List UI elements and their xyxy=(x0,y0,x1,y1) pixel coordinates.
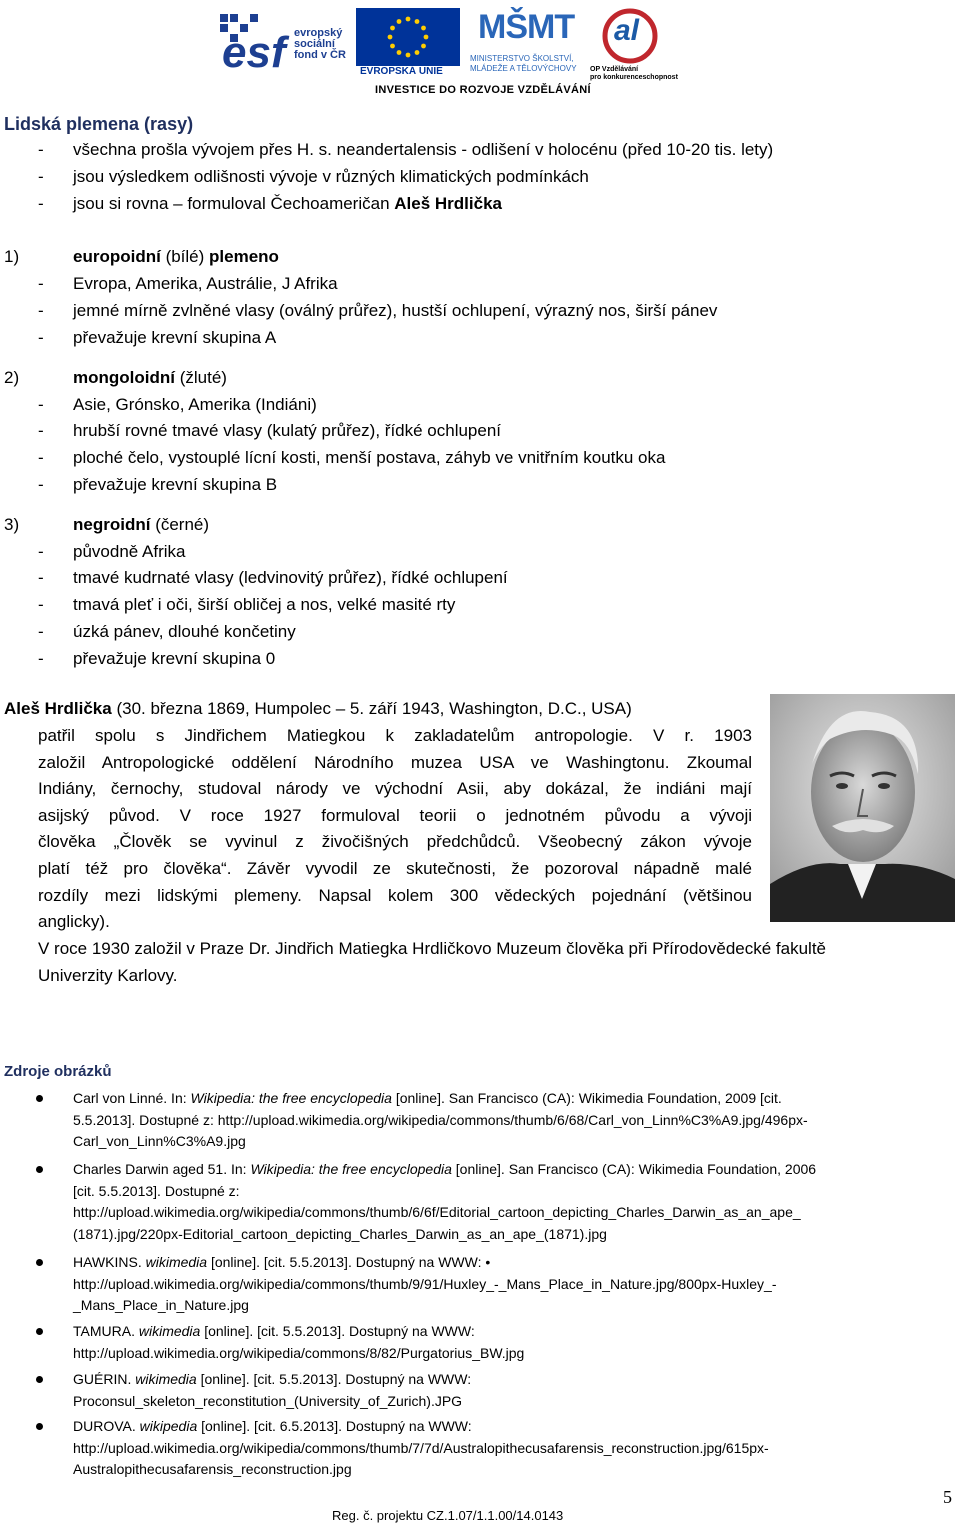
source-post: [online]. [cit. 6.5.2013]. Dostupný na WWW: xyxy=(197,1418,472,1434)
bio-line: asijský původ. V roce 1927 formuloval teorii o jednotném původu a vývoji xyxy=(38,805,752,825)
museum-paragraph xyxy=(38,936,826,989)
source-pre: DUROVA. xyxy=(73,1418,140,1434)
op-line1: OP Vzdělávání xyxy=(590,66,639,73)
esf-line1: evropský xyxy=(294,27,343,39)
eu-label: EVROPSKÁ UNIE xyxy=(360,66,443,77)
dash: - xyxy=(38,595,44,614)
esf-line2: sociální xyxy=(294,38,335,50)
dash: - xyxy=(38,328,44,347)
source-post: [online]. [cit. 5.5.2013]. Dostupný na WWW: xyxy=(196,1371,472,1387)
bio-last-line: anglicky). xyxy=(38,912,110,931)
bio-dates: (30. března 1869, Humpolec – 5. září 1943, Washington, D.C., USA) xyxy=(111,699,632,718)
msmt-mark: MŠMT xyxy=(478,8,575,46)
portrait-photo xyxy=(770,694,955,922)
dash: - xyxy=(38,301,44,320)
source-line: http://upload.wikimedia.org/wikipedia/commons/thumb/9/91/Huxley_-_Mans_Place_in_Nature.jpg/800px-Huxley_- xyxy=(73,1275,777,1292)
source-entry xyxy=(73,1088,953,1153)
source-entry xyxy=(73,1369,953,1412)
race-item: převažuje krevní skupina B xyxy=(73,475,278,494)
bio-heading xyxy=(4,699,632,719)
race-name: mongoloidní xyxy=(73,368,175,387)
source-pre: HAWKINS. xyxy=(73,1254,146,1270)
source-pre: Carl von Linné. In: xyxy=(73,1090,191,1106)
source-line: http://upload.wikimedia.org/wikipedia/commons/thumb/7/7d/Australopithecusafarensis_reconstruction.jpg/615px- xyxy=(73,1439,769,1456)
source-line: Australopithecusafarensis_reconstruction.jpg xyxy=(73,1461,352,1477)
source-pre: TAMURA. xyxy=(73,1323,139,1339)
race-item: Asie, Grónsko, Amerika (Indiáni) xyxy=(73,395,317,414)
source-entry xyxy=(73,1321,953,1364)
esf-logo xyxy=(218,8,348,78)
source-italic: wikimedia xyxy=(138,1323,201,1339)
dash: - xyxy=(38,395,44,414)
msmt-logo xyxy=(470,8,580,78)
msmt-line2: MLÁDEŽE A TĚLOVÝCHOVY xyxy=(470,64,577,73)
race-item: tmavá pleť i oči, širší obličej a nos, velké masité rty xyxy=(73,595,456,614)
source-line: _Mans_Place_in_Nature.jpg xyxy=(73,1297,249,1313)
bullet-icon xyxy=(36,1095,43,1102)
esf-line3: fond v ČR xyxy=(294,49,346,61)
bio-line: rozdíly mezi lidskými plemeny. Napsal kolem 300 vědeckých pojednání (většinou xyxy=(38,885,752,905)
race-color: (černé) xyxy=(155,515,210,534)
race-number: 1) xyxy=(4,247,20,266)
dash: - xyxy=(38,475,44,494)
dash: - xyxy=(38,622,44,641)
intro-text: všechna prošla vývojem přes H. s. neandertalensis - odlišení v holocénu (před 10-20 tis. lety) xyxy=(73,140,774,159)
race-name: negroidní xyxy=(73,515,151,534)
page-number: 5 xyxy=(943,1487,952,1507)
bullet-icon xyxy=(36,1259,43,1266)
dash: - xyxy=(38,448,44,467)
source-line: Carl_von_Linn%C3%A9.jpg xyxy=(73,1133,246,1149)
race-item: úzká pánev, dlouhé končetiny xyxy=(73,622,296,641)
op-mark: al xyxy=(614,14,640,47)
source-pre: GUÉRIN. xyxy=(73,1371,136,1387)
race-item: tmavé kudrnaté vlasy (ledvinovitý průřez), řídké ochlupení xyxy=(73,568,508,587)
dash: - xyxy=(38,194,44,213)
dash: - xyxy=(38,649,44,668)
esf-big-text: esf xyxy=(222,28,286,77)
source-line: Proconsul_skeleton_reconstitution_(University_of_Zurich).JPG xyxy=(73,1392,463,1409)
source-line: (1871).jpg/220px-Editorial_cartoon_depicting_Charles_Darwin_as_an_ape_(1871).jpg xyxy=(73,1225,607,1242)
source-line: [cit. 5.5.2013]. Dostupné z: xyxy=(73,1182,240,1199)
race-name: europoidní xyxy=(73,247,161,266)
source-italic: Wikipedia: the free encyclopedia xyxy=(190,1090,392,1106)
dash: - xyxy=(38,421,44,440)
bio-name: Aleš Hrdlička xyxy=(4,699,112,718)
source-pre: Charles Darwin aged 51. In: xyxy=(73,1161,251,1177)
bio-paragraph xyxy=(38,723,752,909)
source-post: [online]. San Francisco (CA): Wikimedia Foundation, 2009 [cit. xyxy=(391,1090,782,1106)
race-item: původně Afrika xyxy=(73,542,186,561)
bullet-icon xyxy=(36,1376,43,1383)
museum-line: V roce 1930 založil v Praze Dr. Jindřich Matiegka Hrdličkovo Muzeum člověka při Přírodovědecké fakultě xyxy=(38,939,827,958)
bio-line: člověka „Člověk se vyvinul z živočišných předchůdců. Všeobecný zákon vývoje xyxy=(38,832,752,852)
race-item: ploché čelo, vystouplé lícní kosti, menší postava, záhyb ve vnitřním koutku oka xyxy=(73,448,666,467)
dash: - xyxy=(38,167,44,186)
race-suffix: plemeno xyxy=(209,247,279,266)
footer-project-number: Reg. č. projektu CZ.1.07/1.1.00/14.0143 xyxy=(332,1508,564,1523)
source-post: [online]. San Francisco (CA): Wikimedia Foundation, 2006 xyxy=(451,1161,817,1177)
bio-line: založil Antropologické oddělení Národního muzea USA ve Washingtonu. Zkoumal xyxy=(38,752,752,772)
source-italic: wikimedia xyxy=(135,1371,197,1387)
dash: - xyxy=(38,568,44,587)
source-italic: wikipedia xyxy=(139,1418,198,1434)
source-line: http://upload.wikimedia.org/wikipedia/commons/8/82/Purgatorius_BW.jpg xyxy=(73,1344,525,1361)
bullet-icon xyxy=(36,1423,43,1430)
dash: - xyxy=(38,140,44,159)
bio-line: platí též pro člověka“. Závěr vyvodil ze skutečnosti, že pozoroval nápadně malé xyxy=(38,858,752,878)
race-item: jemné mírně zvlněné vlasy (oválný průřez), hustší ochlupení, výrazný nos, širší pánev xyxy=(73,301,718,320)
eu-logo xyxy=(356,8,460,78)
intro-text: jsou výsledkem odlišnosti vývoje v různých klimatických podmínkách xyxy=(73,167,589,186)
race-item: převažuje krevní skupina A xyxy=(73,328,277,347)
museum-line: Univerzity Karlovy. xyxy=(38,965,178,985)
op-logo xyxy=(590,8,678,81)
source-entry xyxy=(73,1252,953,1317)
race-item: převažuje krevní skupina 0 xyxy=(73,649,276,668)
dash: - xyxy=(38,542,44,561)
bio-line: patřil spolu s Jindřichem Matiegkou k zakladatelům antropologie. V r. 1903 xyxy=(38,726,752,745)
bullet-icon xyxy=(36,1166,43,1173)
source-italic: wikimedia xyxy=(145,1254,208,1270)
race-number: 2) xyxy=(4,368,20,387)
dash: - xyxy=(38,274,44,293)
source-post: [online]. [cit. 5.5.2013]. Dostupný na WWW: xyxy=(200,1323,475,1339)
source-post: [online]. [cit. 5.5.2013]. Dostupný na WWW: • xyxy=(207,1254,491,1270)
source-entry xyxy=(73,1416,953,1481)
source-line: http://upload.wikimedia.org/wikipedia/commons/thumb/6/6f/Editorial_cartoon_depicting_Charles_Darwin_as_an_ape_ xyxy=(73,1204,801,1220)
bio-line: Indiány, černochy, studoval národy ve východní Asii, aby dokázal, že indiáni mají xyxy=(38,779,752,799)
msmt-line1: MINISTERSTVO ŠKOLSTVÍ, xyxy=(470,54,574,63)
header-slogan: INVESTICE DO ROZVOJE VZDĚLÁVÁNÍ xyxy=(375,84,591,96)
hrdlicka-portrait xyxy=(770,694,955,922)
race-color: (bílé) xyxy=(165,247,205,266)
race-item: hrubší rovné tmavé vlasy (kulatý průřez), řídké ochlupení xyxy=(73,421,502,440)
intro-text: jsou si rovna – formuloval Čechoameričan xyxy=(73,194,395,213)
race-color: (žluté) xyxy=(179,368,227,387)
source-entry xyxy=(73,1159,953,1245)
sources-heading: Zdroje obrázků xyxy=(4,1063,112,1080)
bullet-icon xyxy=(36,1328,43,1335)
source-line: 5.5.2013]. Dostupné z: http://upload.wikimedia.org/wikipedia/commons/thumb/6/68/Carl_von_Linn%C3%A9.jpg/496px- xyxy=(73,1111,808,1128)
race-item: Evropa, Amerika, Austrálie, J Afrika xyxy=(73,274,338,293)
op-line2: pro konkurenceschopnost xyxy=(590,74,678,81)
page-title: Lidská plemena (rasy) xyxy=(4,114,194,134)
race-number: 3) xyxy=(4,515,20,534)
eu-flag-icon xyxy=(356,8,460,66)
hrdlicka-name: Aleš Hrdlička xyxy=(394,194,502,213)
source-italic: Wikipedia: the free encyclopedia xyxy=(250,1161,452,1177)
